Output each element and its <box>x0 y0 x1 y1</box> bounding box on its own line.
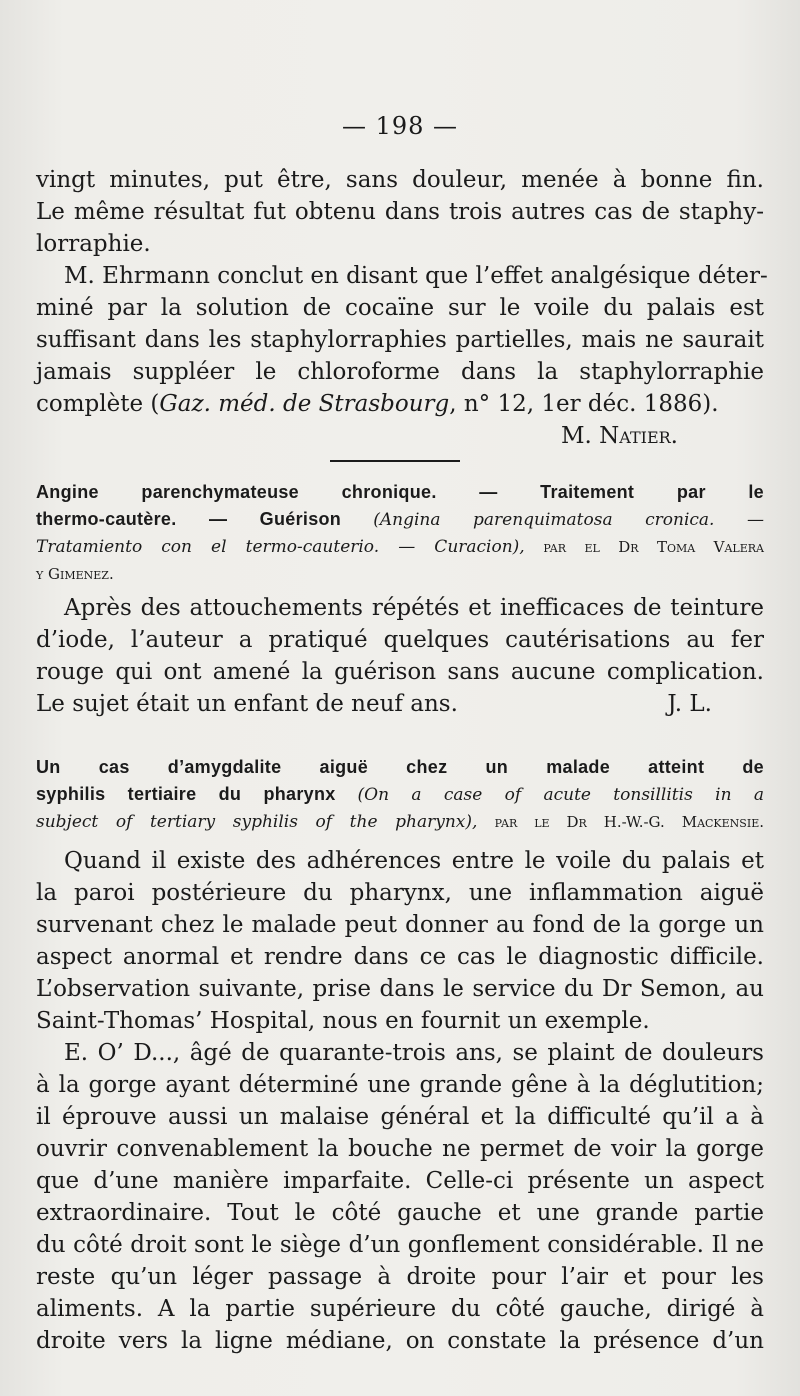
text-line: M. Ehrmann conclut en disant que l’effet analgésique déter- <box>64 263 768 289</box>
text-fragment: complète ( <box>36 391 160 417</box>
article-title-line <box>36 533 764 560</box>
continuation-paragraph <box>36 164 768 452</box>
article-title-bold: syphilis tertiaire du pharynx <box>36 784 336 804</box>
text-line: lorraphie. <box>36 231 151 257</box>
article-author: par le Dr H.-W.-G. Mackensie. <box>494 813 764 831</box>
article-title-line <box>36 479 764 506</box>
text-line: à la gorge ayant déterminé une grande gêne à la déglutition; <box>36 1072 764 1098</box>
article-title-line <box>36 560 764 587</box>
article-amygdalite-body <box>36 845 764 1357</box>
text-fragment: Le sujet était un enfant de neuf ans. <box>36 691 458 717</box>
article-title-bold: thermo-cautère. — Guérison <box>36 509 342 529</box>
text-line: que d’une manière imparfaite. Celle-ci présente un aspect <box>36 1168 764 1194</box>
text-line: droite vers la ligne médiane, on constate la présence d’un <box>36 1328 764 1354</box>
text-line <box>36 688 764 720</box>
text-line: du côté droit sont le siège d’un gonflement considérable. Il ne <box>36 1232 764 1258</box>
text-line: aspect anormal et rendre dans ce cas le diagnostic difficile. <box>36 944 764 970</box>
article-angine <box>36 479 764 587</box>
text-fragment: , n° 12, 1er déc. 1886). <box>449 391 719 417</box>
text-line: E. O’ D..., âgé de quarante-trois ans, se plaint de douleurs <box>64 1040 764 1066</box>
article-amygdalite <box>36 754 764 835</box>
article-title-translation: (Angina parenquimatosa cronica. — <box>373 510 764 530</box>
section-divider <box>330 460 460 462</box>
text-line: il éprouve aussi un malaise général et la difficulté qu’il a à <box>36 1104 764 1130</box>
text-line: la paroi postérieure du pharynx, une inflammation aiguë <box>36 880 764 906</box>
article-title-line <box>36 781 764 808</box>
article-title-bold: Angine parenchymateuse chronique. — Traitement par le <box>36 482 764 502</box>
journal-citation: Gaz. méd. de Strasbourg <box>159 391 450 417</box>
text-line: Saint-Thomas’ Hospital, nous en fournit un exemple. <box>36 1008 650 1034</box>
text-line: ouvrir convenablement la bouche ne permet de voir la gorge <box>36 1136 764 1162</box>
article-title-bold: Un cas d’amygdalite aiguë chez un malade atteint de <box>36 757 764 777</box>
article-author: y Gimenez. <box>36 565 114 583</box>
text-line: rouge qui ont amené la guérison sans aucune complication. <box>36 659 764 685</box>
text-line: L’observation suivante, prise dans le service du Dr Semon, au <box>36 976 764 1002</box>
page-number: — 198 — <box>341 112 459 140</box>
text-line: vingt minutes, put être, sans douleur, menée à bonne fin. <box>36 167 764 193</box>
article-title-translation: subject of tertiary syphilis of the pharynx), <box>36 812 478 832</box>
text-line: extraordinaire. Tout le côté gauche et une grande partie <box>36 1200 764 1226</box>
article-title-translation: Tratamiento con el termo-cauterio. — Curacion), <box>36 537 525 557</box>
text-line: d’iode, l’auteur a pratiqué quelques cautérisations au fer <box>36 627 764 653</box>
author-signature: J. L. <box>667 691 712 717</box>
text-line: Le même résultat fut obtenu dans trois autres cas de staphy- <box>36 199 764 225</box>
text-line <box>36 388 764 420</box>
text-line: Quand il existe des adhérences entre le voile du palais et <box>64 848 764 874</box>
text-line: aliments. A la partie supérieure du côté gauche, dirigé à <box>36 1296 764 1322</box>
text-line: Après des attouchements répétés et inefficaces de teinture <box>64 595 764 621</box>
article-title-line <box>36 808 764 835</box>
text-line: suffisant dans les staphylorraphies partielles, mais ne saurait <box>36 327 764 353</box>
text-line: reste qu’un léger passage à droite pour l’air et pour les <box>36 1264 764 1290</box>
article-author: par el Dr Toma Valera <box>543 538 764 556</box>
article-title-line <box>36 754 764 781</box>
article-title-translation: (On a case of acute tonsillitis in a <box>357 785 764 805</box>
article-title-line <box>36 506 764 533</box>
article-angine-body <box>36 592 764 720</box>
text-line: jamais suppléer le chloroforme dans la staphylorraphie <box>36 359 764 385</box>
text-line: miné par la solution de cocaïne sur le voile du palais est <box>36 295 764 321</box>
author-signature: M. Natier. <box>560 423 678 449</box>
text-line: survenant chez le malade peut donner au fond de la gorge un <box>36 912 764 938</box>
